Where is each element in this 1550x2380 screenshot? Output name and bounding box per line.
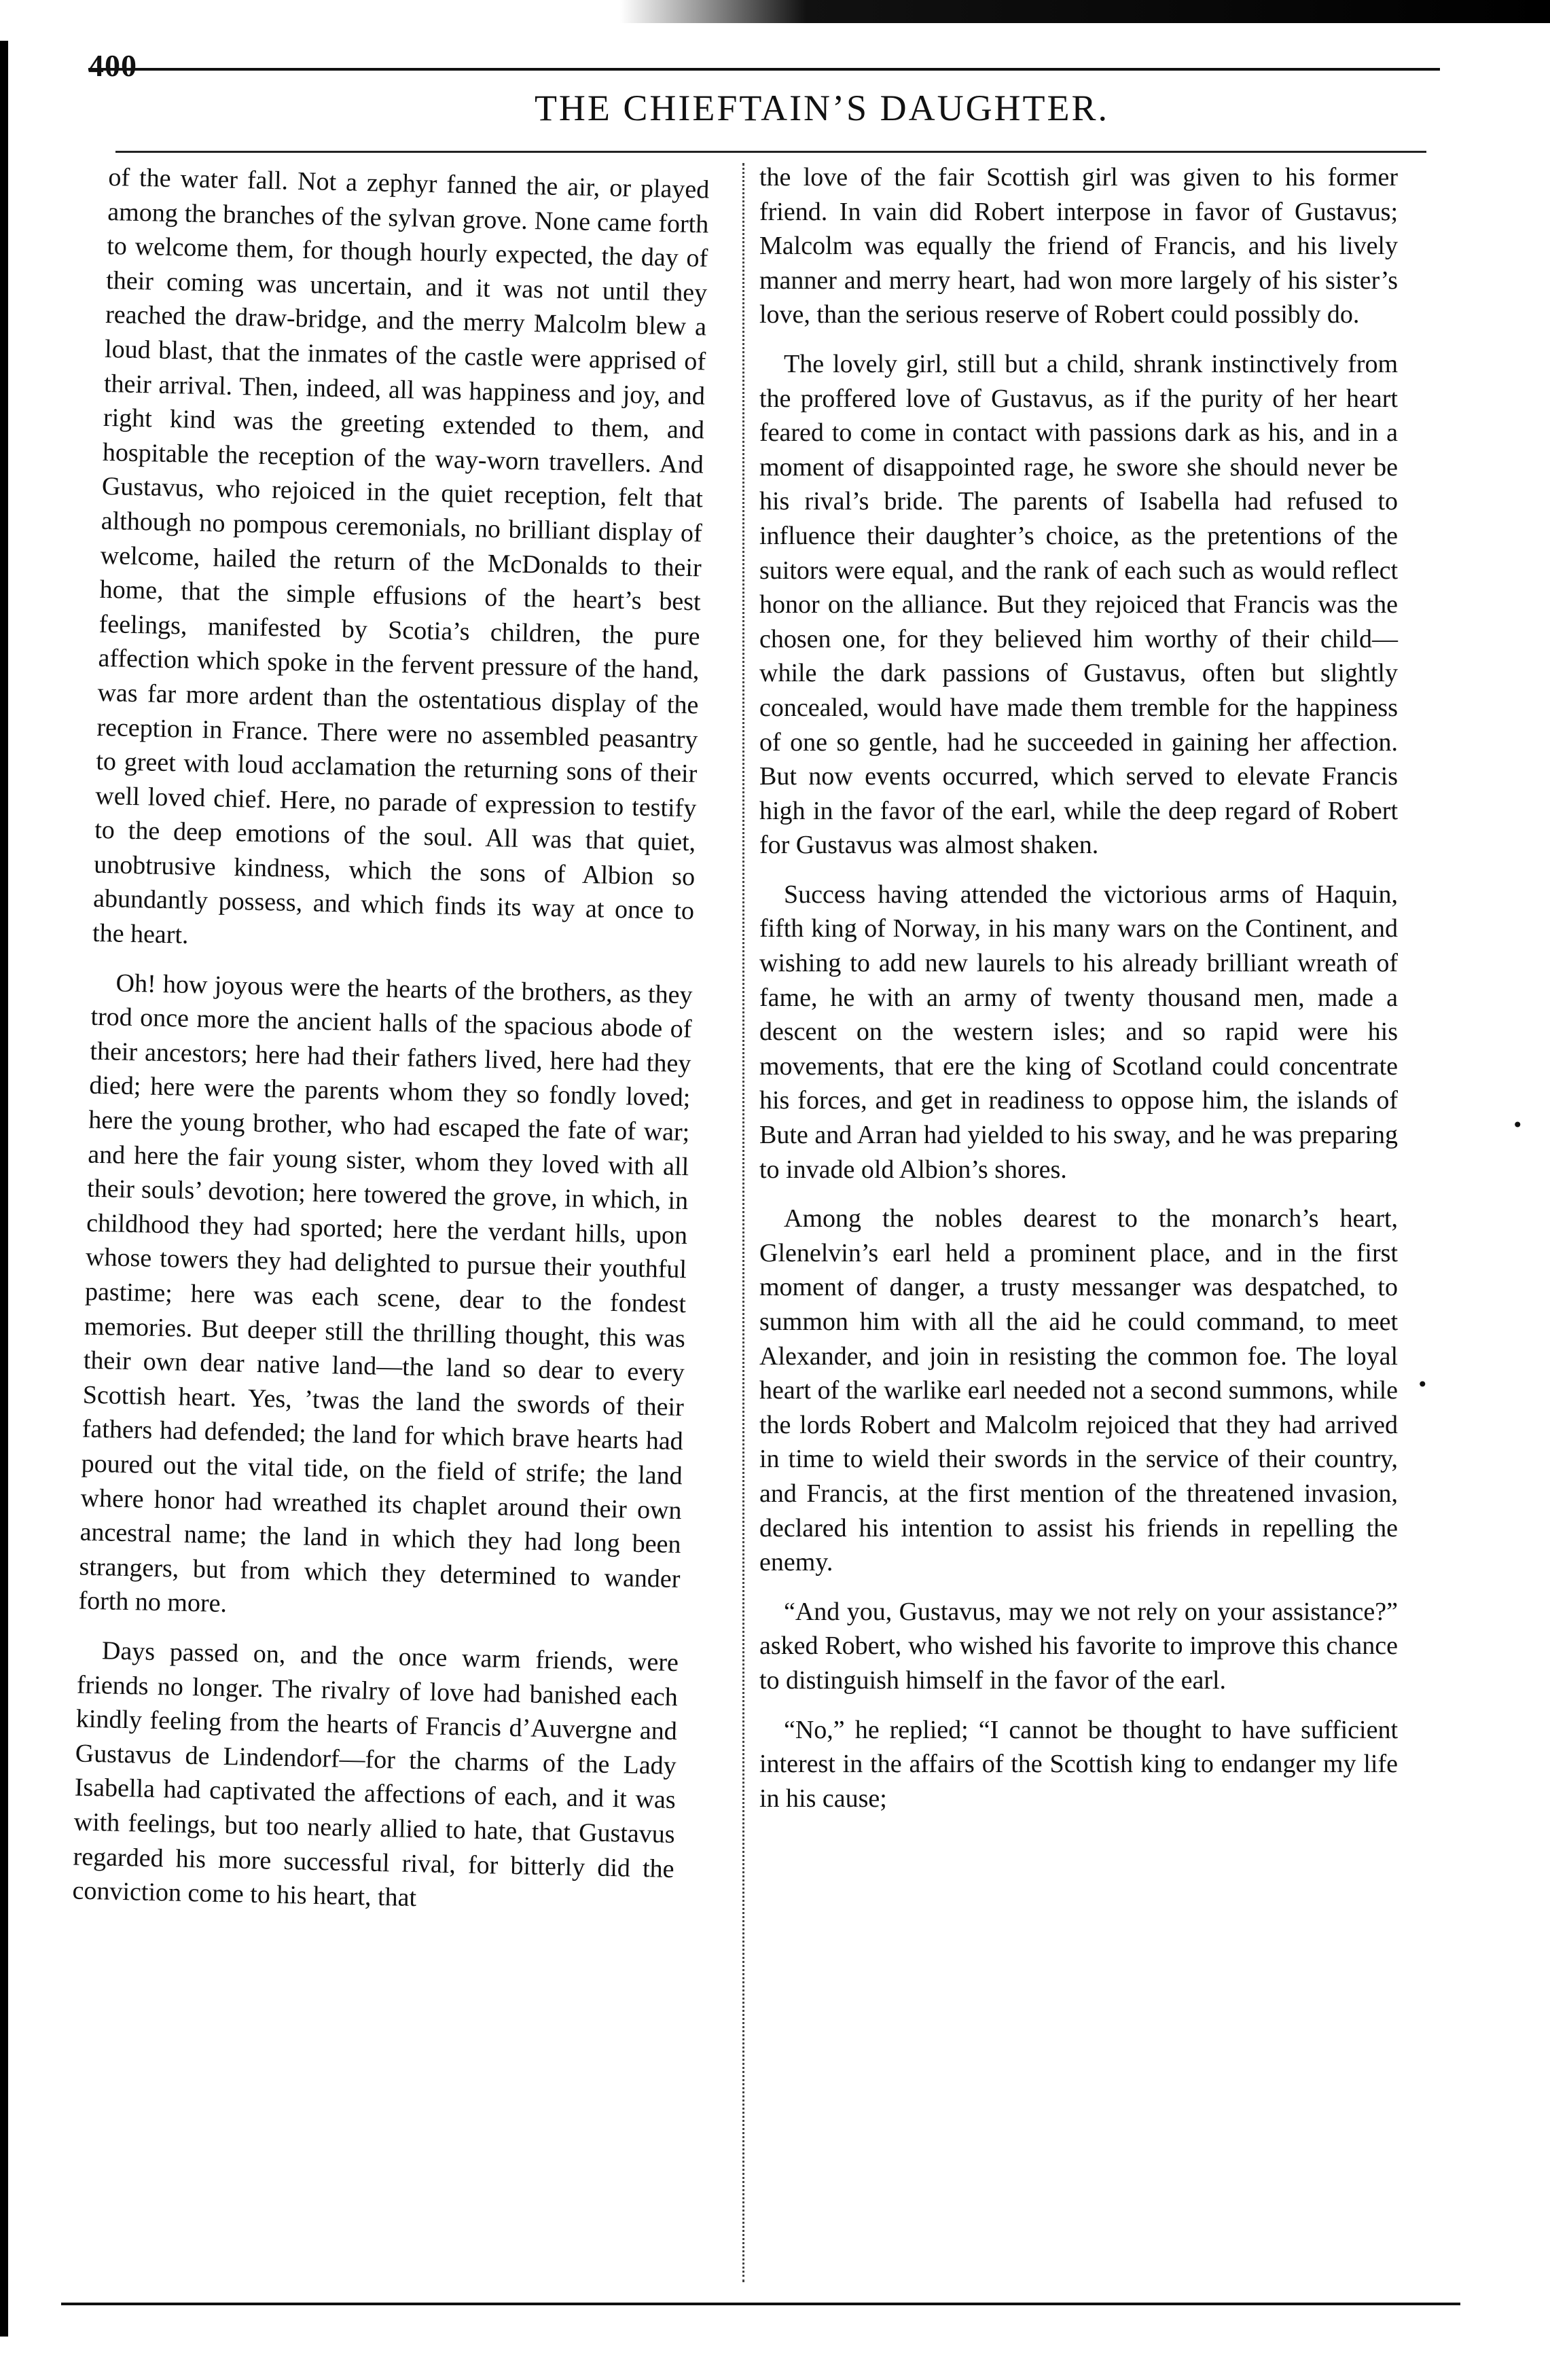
page-top-edge: [0, 0, 1550, 23]
left-paragraph-2: Oh! how joyous were the hearts of the brothers, as they trod once more the ancient halls of the spacious abode of their ancestors; here had their fathers lived, here had they died; here were the parents whom they so fondly loved; here the young brother, who had escaped the fate of war; and here the fair young sister, whom they loved with all their souls’ devotion; here towered the grove, in which, in childhood they had sported; here the verdant hills, upon whose towers they had delighted to pursue their youthful pastime; here was each scene, dear to the fondest memories. But deeper still the thrilling thought, this was their own dear native land—the land so dear to every Scottish heart. Yes, ’twas the land the swords of their fathers had defended; the land for which brave hearts had poured out the vital tide, on the field of strife; the land where honor had wreathed its chaplet around their own ancestral name; the land in which they had long been strangers, but from which they determined to wander forth no more.: [78, 969, 693, 1619]
right-paragraph-4: Among the nobles dearest to the monarch’s heart, Glenelvin’s earl held a prominent place, and in the first moment of danger, a trusty messanger was despatched, to summon him with all the aid he could command, to meet Alexander, and join in resisting the common foe. The loyal heart of the warlike earl needed not a second summons, while the lords Robert and Malcolm rejoiced that they had arrived in time to wield their swords in the service of their country, and Francis, at the first mention of the threatened invasion, declared his intention to assist his friends in repelling the enemy.: [759, 1204, 1398, 1577]
left-column: [72, 160, 710, 1921]
right-column: [759, 160, 1398, 1816]
title-rule: [115, 151, 1426, 153]
speck-mark: •: [1512, 1114, 1524, 1136]
running-title: THE CHIEFTAIN’S DAUGHTER.: [534, 88, 1110, 128]
left-paragraph-3: Days passed on, and the once warm friends, were friends no longer. The rivalry of love had banished each kindly feeling from the hearts of Francis d’Auvergne and Gustavus de Lindendorf—for the charms of the Lady Isabella had captivated the affections of each, and it was with feelings, but too nearly allied to hate, that Gustavus regarded his more successful rival, for bitterly did the conviction come to his heart, that: [72, 1636, 679, 1913]
page-number: 400: [88, 48, 137, 83]
right-paragraph-5: “And you, Gustavus, may we not rely on your assistance?” asked Robert, who wished his favorite to improve this chance to distinguish himself in the favor of the earl.: [759, 1597, 1398, 1695]
column-divider: [742, 163, 744, 2282]
left-paragraph-1: of the water fall. Not a zephyr fanned the air, or played among the branches of the sylvan grove. None came forth to welcome them, for though hourly expected, the day of their coming was uncertain, and it was not until they reached the draw-bridge, and the merry Malcolm blew a loud blast, that the inmates of the castle were apprised of their arrival. Then, indeed, all was happiness and joy, and right kind was the greeting extended to them, and hospitable the reception of the way-worn travellers. And Gustavus, who rejoiced in the quiet reception, felt that although no pompous ceremonials, no brilliant display of welcome, hailed the return of the McDonalds to their home, that the simple effusions of the heart’s best feelings, manifested by Scotia’s children, the pure affection which spoke in the fervent pressure of the hand, was far more ardent than the ostentatious display of the reception in France. There were no assembled peasantry to greet with loud acclamation the returning sons of their well loved chief. Here, no parade of expression to testify to the deep emotions of the soul. All was that quiet, unobtrusive kindness, which the sons of Albion so abundantly possess, and which finds its way at once to the heart.: [92, 162, 710, 950]
header-rule: [88, 68, 1440, 71]
right-paragraph-6: “No,” he replied; “I cannot be thought to have sufficient interest in the affairs of the Scottish king to endanger my life in his cause;: [759, 1715, 1398, 1813]
footer-rule: [61, 2303, 1460, 2305]
right-paragraph-2: The lovely girl, still but a child, shrank instinctively from the proffered love of Gustavus, as if the purity of her heart feared to come in contact with passions dark as his, and in a moment of disappointed rage, he swore she should never be his rival’s bride. The parents of Isabella had refused to influence their daughter’s choice, as the pretentions of the suitors were equal, and the rank of each such as would reflect honor on the alliance. But they rejoiced that Francis was the chosen one, for they believed him worthy of their child—while the dark passions of Gustavus, often but slightly concealed, would have made them tremble for the happiness of one so gentle, had he succeeded in gaining her affection. But now events occurred, which served to elevate Francis high in the favor of the earl, while the deep regard of Robert for Gustavus was almost shaken.: [759, 349, 1398, 860]
speck-mark: •: [1417, 1373, 1428, 1396]
right-paragraph-1: the love of the fair Scottish girl was given to his former friend. In vain did Robert interpose in favor of Gustavus; Malcolm was equally the friend of Francis, and his lively manner and merry heart, had won more largely of his sister’s love, than the serious reserve of Robert could possibly do.: [759, 163, 1398, 329]
right-paragraph-3: Success having attended the victorious arms of Haquin, fifth king of Norway, in his many wars on the Continent, and wishing to add new laurels to his already brilliant wreath of fame, he with an army of twenty thousand men, made a descent on the western isles; and so rapid were his movements, that ere the king of Scotland could concentrate his forces, and get in readiness to oppose him, the islands of Bute and Arran had yielded to his sway, and he was preparing to invade old Albion’s shores.: [759, 880, 1398, 1184]
page-left-edge: [0, 41, 8, 2337]
